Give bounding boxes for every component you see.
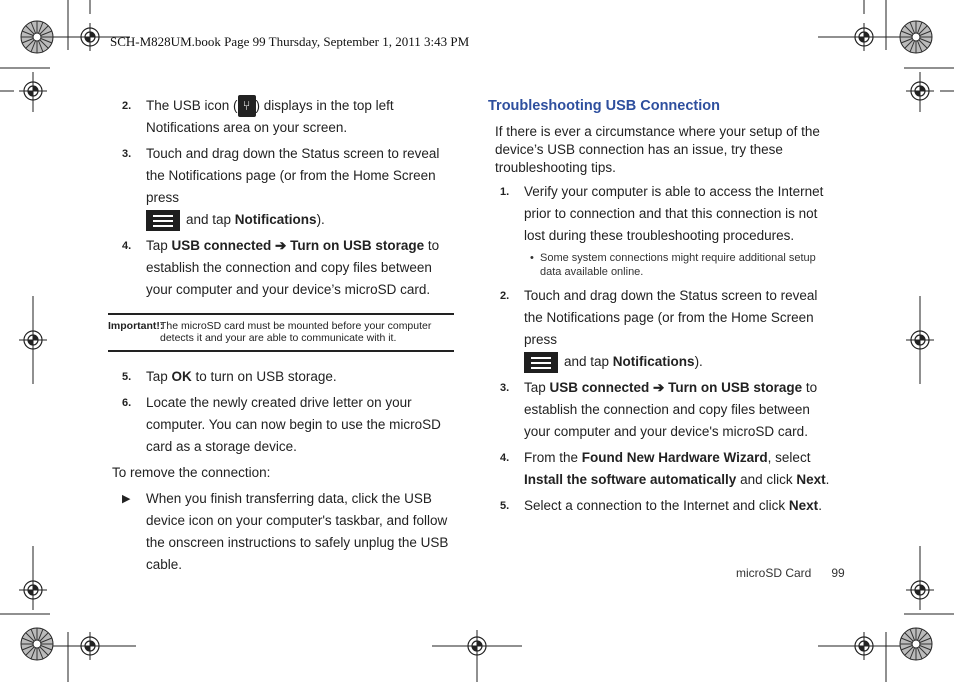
step-2: 2. Touch and drag down the Status screen to reveal the Notifications page (or from the Home Screen press and tap Notifications). bbox=[488, 285, 838, 373]
step-number: 5. bbox=[500, 500, 510, 512]
step-6: 6. Locate the newly created drive letter on your computer. You can now begin to use the microSD card as a storage device. bbox=[110, 392, 455, 458]
step-4: 4. Tap USB connected ➔ Turn on USB storage to establish the connection and copy files between your computer and your device’s microSD card. bbox=[110, 235, 455, 301]
step-4: 4. From the Found New Hardware Wizard, select Install the software automatically and click Next. bbox=[488, 447, 838, 491]
step-number: 4. bbox=[122, 240, 132, 253]
step-number: 1. bbox=[500, 186, 510, 198]
step-number: 5. bbox=[122, 371, 132, 384]
menu-icon bbox=[524, 352, 558, 373]
sub-bullet: • Some system connections might require additional setup data available online. bbox=[530, 252, 816, 278]
usb-icon: ⑂ bbox=[238, 95, 256, 117]
step-3: 3. Touch and drag down the Status screen to reveal the Notifications page (or from the Home Screen press and tap Notifications). bbox=[110, 143, 455, 231]
remove-connection-text: To remove the connection: bbox=[112, 465, 271, 481]
menu-icon bbox=[146, 210, 180, 231]
bullet-item: ▶ When you finish transferring data, click the USB device icon on your computer's taskbar, and follow the onscreen instructions to safely unplug the USB cable. bbox=[110, 488, 455, 576]
section-heading: Troubleshooting USB Connection bbox=[488, 98, 720, 114]
step-5: 5. Select a connection to the Internet and click Next. bbox=[488, 495, 838, 517]
step-2: 2. The USB icon ( ⑂ ) displays in the top left Notifications area on your screen. bbox=[110, 95, 455, 139]
note-text: The microSD card must be mounted before your computer detects it and your are able to communicate with it. bbox=[160, 320, 432, 345]
step-number: 2. bbox=[500, 290, 510, 302]
triangle-bullet-icon: ▶ bbox=[122, 493, 131, 506]
bullet-dot-icon: • bbox=[530, 252, 534, 264]
step-number: 3. bbox=[122, 148, 132, 161]
step-number: 6. bbox=[122, 397, 132, 410]
step-5: 5. Tap OK to turn on USB storage. bbox=[110, 366, 455, 388]
step-number: 4. bbox=[500, 452, 510, 464]
page-number: 99 bbox=[831, 566, 845, 580]
note-label: Important!: bbox=[108, 320, 164, 333]
important-note bbox=[108, 313, 454, 352]
step-number: 3. bbox=[500, 382, 510, 394]
page-footer bbox=[736, 566, 845, 580]
footer-section: microSD Card bbox=[736, 566, 812, 580]
print-header: SCH-M828UM.book Page 99 Thursday, September 1, 2011 3:43 PM bbox=[110, 34, 470, 49]
step-number: 2. bbox=[122, 100, 132, 112]
left-column bbox=[110, 95, 455, 576]
step-3: 3. Tap USB connected ➔ Turn on USB storage to establish the connection and copy files between your computer and your device's microSD card. bbox=[488, 377, 838, 443]
intro-text: If there is ever a circumstance where your setup of the device’s USB connection has an issue, try these troubleshooting tips. bbox=[495, 124, 820, 175]
right-column bbox=[488, 95, 838, 521]
step-1: 1. Verify your computer is able to access the Internet prior to connection and that this connection is not lost during these troubleshooting procedures. bbox=[488, 181, 838, 247]
